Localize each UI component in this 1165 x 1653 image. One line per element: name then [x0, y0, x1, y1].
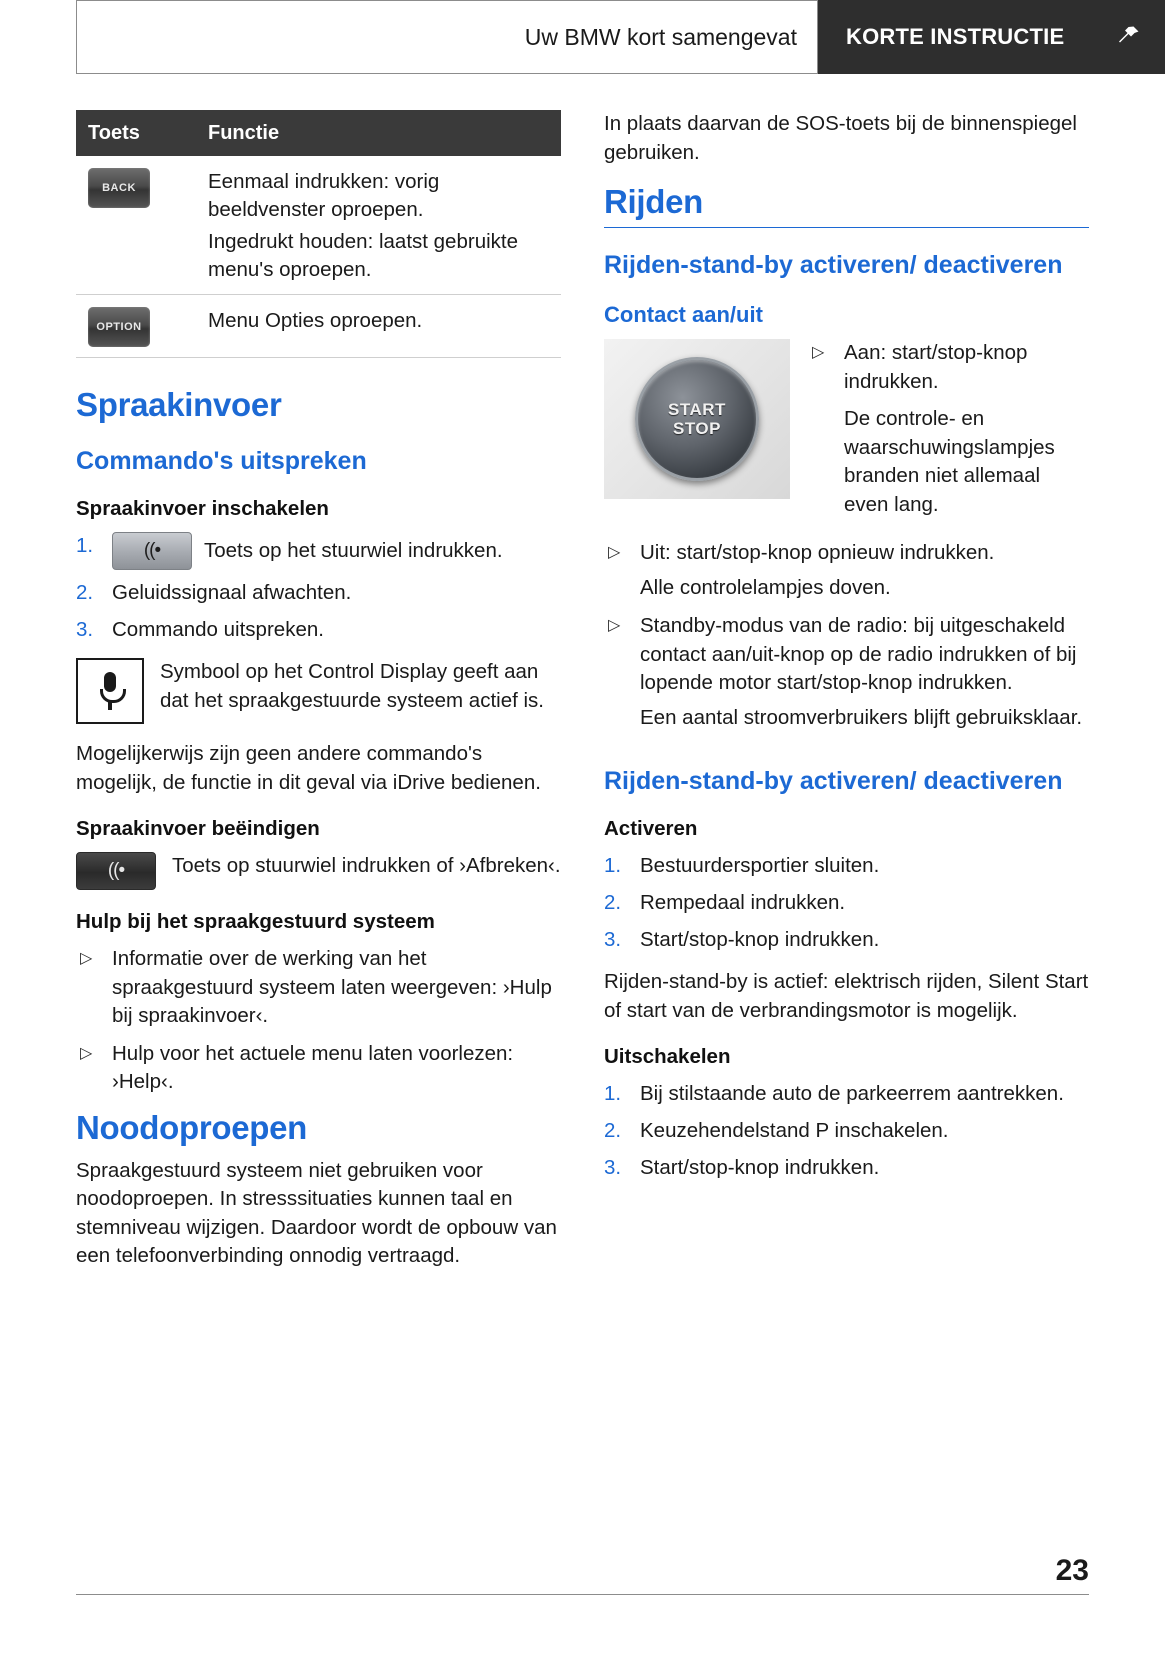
list-item: Bestuurdersportier sluiten. [640, 854, 880, 877]
list-item: Keuzehendelstand P inschakelen. [640, 1119, 949, 1142]
mic-note-text: Symbool op het Control Display geeft aan dat het spraakgestuurde systeem actief is. [160, 660, 545, 712]
table-header-toets: Toets [76, 110, 196, 156]
start-stop-label [668, 400, 726, 438]
table-header-row [76, 110, 561, 156]
list-item [76, 532, 561, 570]
heading-spraakinvoer-inschakelen: Spraakinvoer inschakelen [76, 497, 329, 520]
option-button-label: OPTION [96, 321, 142, 333]
subsection-heading-commandos: Commando's uitspreken [76, 447, 367, 475]
footer-divider [76, 1594, 1089, 1595]
heading-uitschakelen: Uitschakelen [604, 1045, 731, 1068]
emergency-text: Spraakgestuurd systeem niet gebruiken voor noodoproepen. In stresssituaties kunnen taal en stemniveau wijzigen. Daardoor wordt de opbouw van een telefoonverbinding onnodig vertraagd. [76, 1158, 557, 1267]
table-row [76, 295, 561, 358]
header-title-text: Uw BMW kort samengevat [524, 24, 797, 50]
header-tab-label: KORTE INSTRUCTIE [846, 24, 1065, 49]
activate-steps-list [604, 852, 1089, 954]
header-tab-korte-instructie [818, 0, 1165, 74]
table-cell-text: Menu Opties oproepen. [196, 295, 561, 358]
heading-hulp-spraakgestuurd: Hulp bij het spraakgestuurd systeem [76, 910, 435, 933]
empty-key-cell [76, 226, 196, 295]
page-number: 23 [1055, 1554, 1089, 1587]
pin-icon [1113, 22, 1143, 52]
list-item: Start/stop-knop indrukken. [640, 928, 880, 951]
voice-glyph: ((• [143, 540, 161, 561]
key-function-table [76, 110, 561, 358]
start-label: START [668, 400, 726, 419]
microphone-icon [76, 658, 144, 724]
microphone-glyph [100, 672, 120, 710]
list-item [604, 539, 1089, 602]
list-item: ▷ Aan: start/stop-knop indrukken. [808, 339, 1089, 396]
voice-button-icon [112, 532, 192, 570]
list-item-text: Standby-modus van de radio: bij uitgeschakeld contact aan/uit-knop op de radio indrukken of bij lopende motor start/stop-knop indrukken. [640, 614, 1077, 694]
contact-list-rest [604, 539, 1089, 732]
contact-list-top [808, 339, 1089, 396]
table-cell-text: Eenmaal indrukken: vorig beeldvenster oproepen. [208, 170, 440, 221]
contact-subnote: De controle- en waarschuwingslampjes branden niet allemaal even lang. [844, 407, 1055, 516]
page-footer [76, 1535, 1089, 1595]
list-item: Commando uitspreken. [112, 618, 324, 641]
idrive-note: Mogelijkerwijs zijn geen andere commando's mogelijk, de functie in dit geval via iDrive bedienen. [76, 742, 541, 794]
heading-contact-aan-uit: Contact aan/uit [604, 302, 763, 327]
end-voice-row [76, 852, 561, 890]
list-item-text: Uit: start/stop-knop opnieuw indrukken. [640, 541, 995, 564]
heading-activeren: Activeren [604, 817, 698, 840]
table-row [76, 156, 561, 226]
start-stop-button-image [604, 339, 790, 499]
contact-subnote: Alle controlelampjes doven. [640, 575, 891, 599]
contact-first-item [808, 339, 1089, 529]
table-row [76, 226, 561, 295]
activate-note: Rijden-stand-by is actief: elektrisch rijden, Silent Start of start van de verbrandingsmotor is mogelijk. [604, 970, 1089, 1022]
table-header-functie: Functie [196, 110, 561, 156]
deactivate-steps-list [604, 1080, 1089, 1182]
voice-glyph: ((• [107, 860, 125, 881]
list-item: Geluidssignaal afwachten. [112, 581, 352, 604]
list-item [604, 612, 1089, 732]
list-item: ▷ Hulp voor het actuele menu laten voorlezen: ›Help‹. [76, 1040, 561, 1097]
header-title [76, 0, 818, 74]
option-key-cell [76, 295, 196, 358]
subsection-heading-standby-1: Rijden-stand-by activeren/ deactiveren [604, 251, 1063, 279]
back-button-icon [88, 168, 150, 208]
list-item: ▷ Informatie over de werking van het spraakgestuurd systeem laten weergeven: ›Hulp bij spraakinvoer‹. [76, 945, 561, 1031]
section-heading-rijden: Rijden [604, 183, 1089, 228]
list-item: Start/stop-knop indrukken. [640, 1156, 880, 1179]
back-button-label: BACK [102, 182, 136, 194]
enable-steps-list [76, 532, 561, 644]
end-note-text: Toets op stuurwiel indrukken of ›Afbreken‹. [172, 854, 561, 877]
contact-subnote: Een aantal stroomverbruikers blijft gebruiksklaar. [640, 705, 1083, 729]
subsection-heading-standby-2: Rijden-stand-by activeren/ deactiveren [604, 767, 1063, 795]
list-item: Rempedaal indrukken. [640, 891, 846, 914]
section-heading-spraakinvoer: Spraakinvoer [76, 386, 282, 423]
sos-text: In plaats daarvan de SOS-toets bij de binnenspiegel gebruiken. [604, 112, 1077, 164]
heading-spraakinvoer-beeindigen: Spraakinvoer beëindigen [76, 817, 320, 840]
page-body [76, 110, 1089, 1520]
option-button-icon [88, 307, 150, 347]
left-column [76, 110, 561, 1287]
start-stop-button-icon [635, 357, 759, 481]
mic-note-row [76, 658, 561, 724]
right-column [604, 110, 1089, 1196]
section-heading-noodoproepen: Noodoproepen [76, 1108, 308, 1146]
back-key-cell [76, 156, 196, 226]
voice-button-dark-icon [76, 852, 156, 890]
step-text: Toets op het stuurwiel indrukken. [204, 539, 503, 562]
page-header [76, 0, 1165, 74]
table-cell-text: Ingedrukt houden: laatst gebruikte menu's oproepen. [196, 226, 561, 295]
stop-label: STOP [673, 419, 721, 438]
startstop-row [604, 339, 1089, 529]
help-list [76, 945, 561, 1097]
list-item: Bij stilstaande auto de parkeerrem aantrekken. [640, 1082, 1064, 1105]
